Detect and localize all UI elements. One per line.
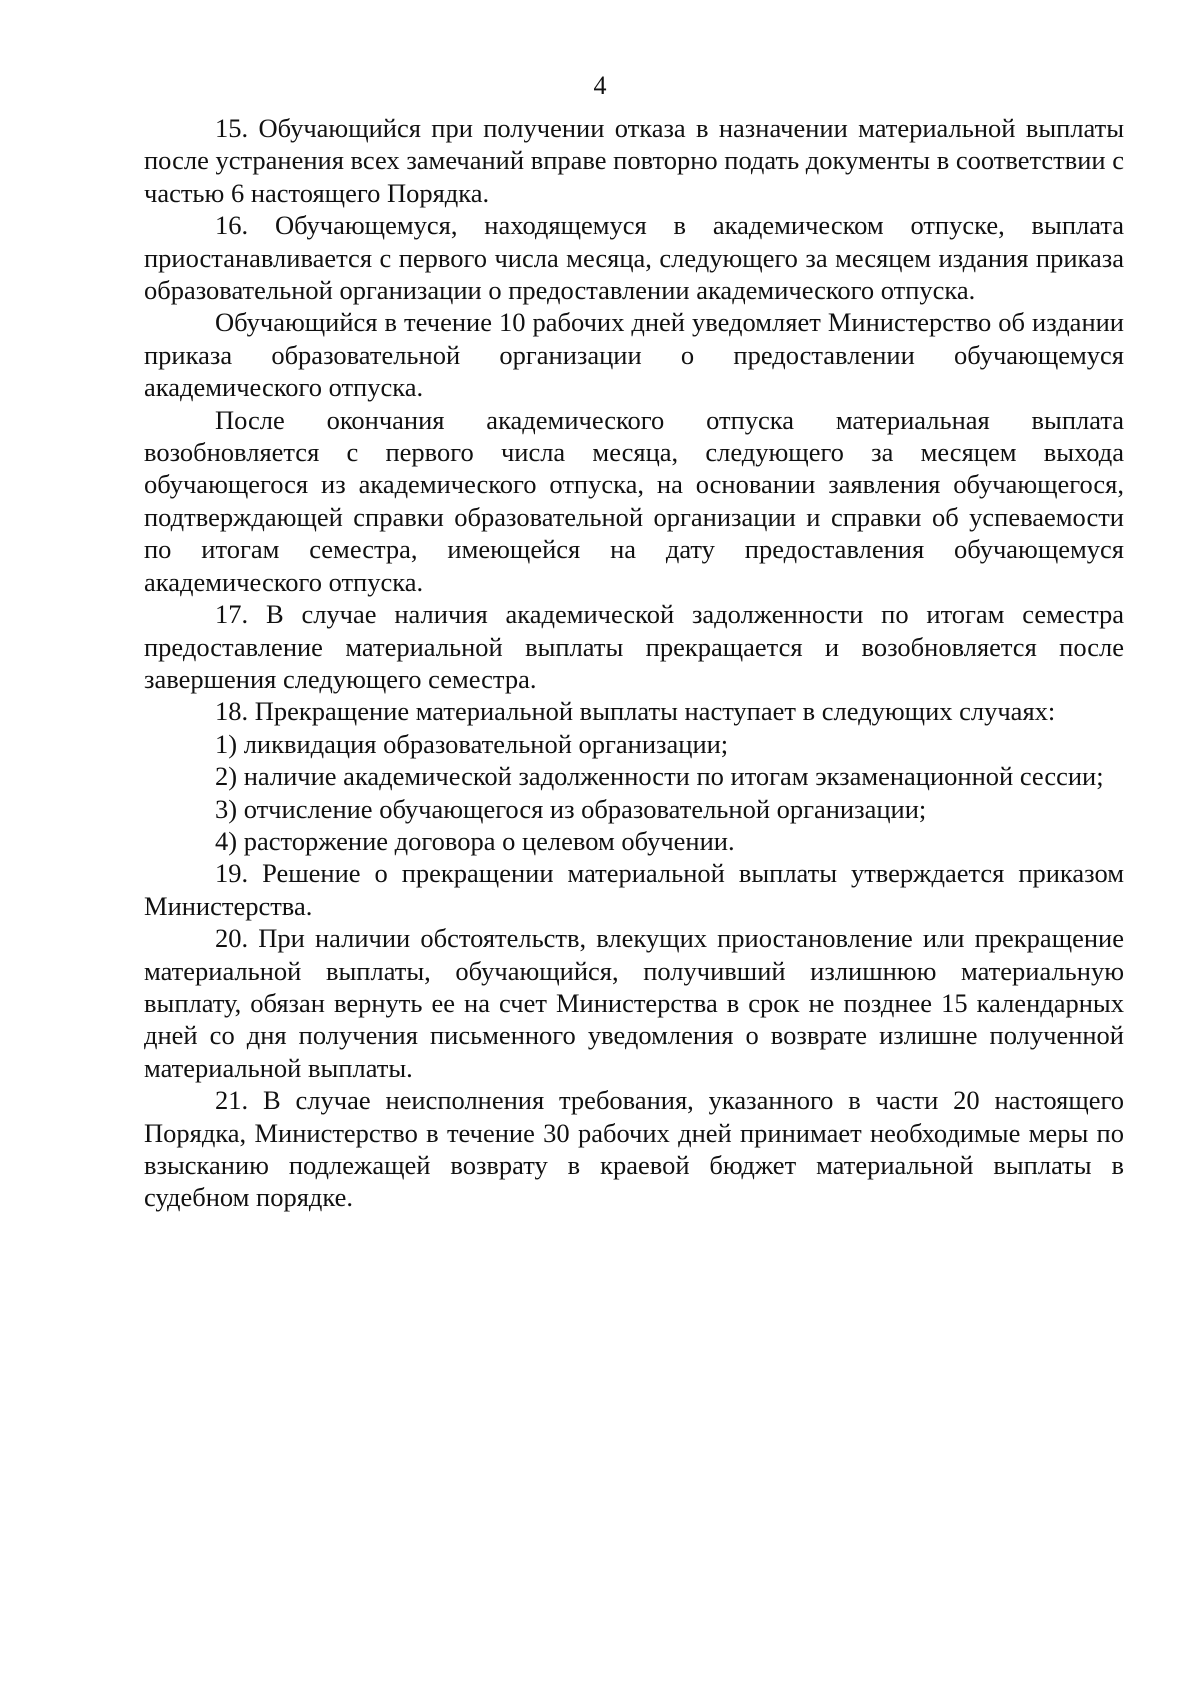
paragraph-20: 20. При наличии обстоятельств, влекущих приостановление или прекращение материальной выплаты, обучающийся, получивший излишнюю материальную выплату, обязан вернуть ее на счет Министерства в срок не позднее 15 календарных дней со дня получения письменного уведомления о возврате излишне полученной материальной выплаты. <box>144 923 1124 1083</box>
paragraph-18-item-2: 2) наличие академической задолженности по итогам экзаменационной сессии; <box>215 761 1104 792</box>
paragraph-19: 19. Решение о прекращении материальной выплаты утверждается приказом Министерства. <box>144 858 1124 921</box>
paragraph-16: 16. Обучающемуся, находящемуся в академическом отпуске, выплата приостанавливается с первого числа месяца, следующего за месяцем издания приказа образовательной организации о предоставлении академического отпуска. <box>144 210 1124 306</box>
page-number: 4 <box>593 71 607 100</box>
paragraph-16-resume: После окончания академического отпуска материальная выплата возобновляется с первого числа месяца, следующего за месяцем выхода обучающегося из академического отпуска, на основании заявления обучающегося, подтверждающей справки образовательной организации и справки об успеваемости по итогам семестра, имеющейся на дату предоставления обучающемуся академического отпуска. <box>144 404 1124 597</box>
paragraph-17: 17. В случае наличия академической задолженности по итогам семестра предоставление материальной выплаты прекращается и возобновляется после завершения следующего семестра. <box>144 599 1124 694</box>
paragraph-21: 21. В случае неисполнения требования, указанного в части 20 настоящего Порядка, Министерство в течение 30 рабочих дней принимает необходимые меры по взысканию подлежащей возврату в краевой бюджет материальной выплаты в судебном порядке. <box>144 1085 1124 1213</box>
paragraph-18: 18. Прекращение материальной выплаты наступает в следующих случаях: <box>215 696 1056 727</box>
paragraph-18-item-3: 3) отчисление обучающегося из образовательной организации; <box>215 793 927 824</box>
paragraph-15: 15. Обучающийся при получении отказа в назначении материальной выплаты после устранения всех замечаний вправе повторно подать документы в соответствии с частью 6 настоящего Порядка. <box>144 113 1124 208</box>
paragraph-18-item-1: 1) ликвидация образовательной организации; <box>215 728 729 759</box>
document-body <box>144 112 1124 1214</box>
paragraph-18-item-4: 4) расторжение договора о целевом обучении. <box>215 825 735 856</box>
paragraph-16-notice: Обучающийся в течение 10 рабочих дней уведомляет Министерство об издании приказа образовательной организации о предоставлении обучающемуся академического отпуска. <box>144 307 1124 403</box>
